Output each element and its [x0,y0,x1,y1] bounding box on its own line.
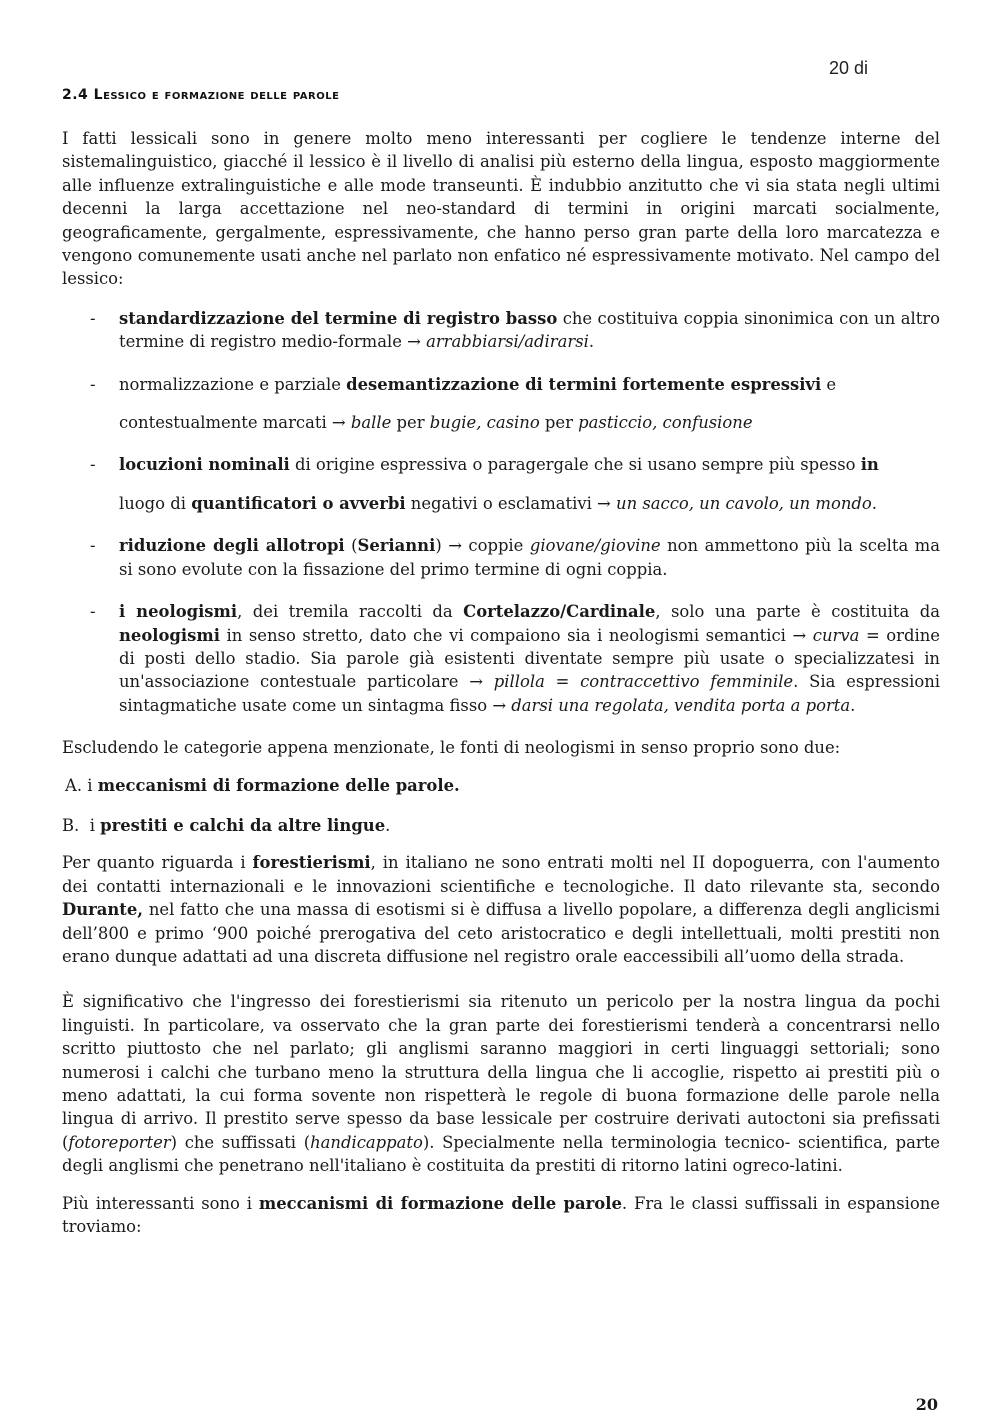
list-text: i [89,815,101,835]
list-text: negativi o esclamativi → [405,493,617,513]
list-item [62,453,940,515]
list-text: . [871,493,877,513]
list-dash: - [90,374,96,394]
list-item-line2 [119,492,940,515]
list-item [62,307,940,354]
italic-example: giovane/giovine [529,536,661,556]
list-text: . Sia espressioni sintagmatiche usate come un sintagma fisso → [119,672,940,715]
italic-example: curva [812,625,860,645]
list-text: . [850,695,856,715]
list-item [62,534,940,581]
list-text: per [391,413,430,433]
para-text: È significativo che l'ingresso dei forestierismi sia ritenuto un pericolo per la nostra lingua da pochi linguisti. In particolare, va osservato che la gran parte dei forestierismi tenderà a concentrarsi nello scritto piuttosto che nel parlato; gli anglismi saranno maggiori in certi linguaggi settoriali; sono numerosi i calchi che turbano meno la struttura della lingua che li accoglie, rispetto ai prestiti più o meno adattati, la cui forma sovente non rispetterà le regole di buona formazione delle parole nella lingua di arrivo. Il prestito serve spesso da base lessicale per costruire derivati autoctoni sia prefissati ( [62,992,940,1152]
bold-term: prestiti e calchi da altre lingue [100,815,386,835]
bold-term: locuzioni nominali [119,455,290,475]
document-body [62,127,940,1238]
significativo-paragraph [62,990,940,1177]
list-text: non ammettono più la scelta ma si sono evolute con la fissazione del primo termine di ogni coppia. [119,536,941,579]
italic-example: bugie, casino [429,413,540,433]
bold-term: quantificatori o avverbi [191,493,406,513]
bold-term: in [860,455,879,475]
section-title: 2.4 Lessico e formazione delle parole [62,87,340,103]
intro-paragraph: I fatti lessicali sono in genere molto meno interessanti per cogliere le tendenze interne del sistemalinguistico, giacché il lessico è il livello di analisi più esterno della lingua, esposto maggiormente alle influenze extralinguistiche e alle mode transeunti. È indubbio anzitutto che vi sia stata negli ultimi decenni la larga accettazione nel neo-standard di termini in origini marcati socialmente, geograficamente, gergalmente, espressivamente, che hanno perso gran parte della loro marcatezza e vengono comunemente usati anche nel parlato non enfatico né espressivamente motivato. Nel campo del lessico: [62,129,940,289]
para-text: . Fra le classi suffissali in espansione troviamo: [62,1193,940,1237]
bold-term: meccanismi di formazione delle parole [258,1193,622,1213]
para-text: ) che suffissati ( [170,1132,311,1152]
bold-term: Cortelazzo/Cardinale [463,602,656,622]
list-text: , solo una parte è costituita da [655,602,940,622]
italic-example: darsi una regolata, vendita porta a porta [511,695,851,715]
para-text: Per quanto riguarda i [62,853,253,873]
bold-term: Durante, [62,900,144,920]
list-text: di origine espressiva o paragergale che si usano sempre più spesso [289,455,861,475]
bold-term: forestierismi [252,853,371,873]
italic-example: handicappato [310,1132,423,1152]
list-text: per [539,413,579,433]
italic-example: pillola = contraccettivo femminile [493,672,794,692]
bold-term: meccanismi di formazione delle parole. [97,775,460,795]
italic-example: un sacco, un cavolo, un mondo [616,493,872,513]
para-text: nel fatto che una massa di esotismi si è diffusa a livello popolare, a differenza degli anglicismi dell’800 e primo ‘900 poiché prerogativa del ceto aristocratico e degli intellettuali, molti prestiti non erano dunque adattati ad una discreta diffusione nel registro orale eaccessibili all’uomo della strada. [62,900,940,966]
source-item-a [62,774,940,797]
list-text: luogo di [119,493,192,513]
list-text: = ordine di posti dello stadio. Sia parole già esistenti diventate sempre più usate o specializzatesi in un'associazione contestuale particolare → [119,625,940,692]
list-dash: - [90,602,96,622]
para-text: ). Specialmente nella terminologia tecnico- scientifica, parte degli anglismi che penetrano nell'italiano è costituita da prestiti di ritorno latini ogreco-latini. [62,1132,940,1176]
list-marker: A. [65,775,83,795]
list-text: , dei tremila raccolti da [237,602,464,622]
list-dash: - [90,308,96,328]
list-text: . [385,815,391,835]
para-text: Più interessanti sono i [62,1193,259,1213]
bold-term: neologismi [119,625,220,645]
lexicon-list [62,307,940,717]
list-item-line2 [119,411,940,434]
list-text: contestualmente marcati → [119,413,351,433]
list-text: ) → coppie [435,536,530,556]
bold-term: riduzione degli allotropi [119,536,345,556]
bold-term: desemantizzazione di termini fortemente espressivi [346,374,822,394]
list-item [62,600,940,717]
list-text: e [821,374,837,394]
italic-example: pasticcio, confusione [578,413,753,433]
list-marker: B. [62,815,80,835]
bold-term: i neologismi [119,602,238,622]
list-dash: - [90,455,96,475]
bold-term: standardizzazione del termine di registro basso [119,308,558,328]
italic-example: fotoreporter [68,1132,171,1152]
exclusion-paragraph: Escludendo le categorie appena menzionate, le fonti di neologismi in senso proprio sono due: [62,738,841,758]
list-text: in senso stretto, dato che vi compaiono sia i neologismi semantici → [219,625,813,645]
closing-paragraph [62,1192,940,1239]
page-reference: 20 di [829,58,869,78]
list-text: che costituiva coppia sinonimica con un altro termine di registro medio-formale → [119,308,940,352]
forestierismi-paragraph [62,851,940,968]
para-text: , in italiano ne sono entrati molti nel II dopoguerra, con l'aumento dei contatti internazionali e le innovazioni scientifiche e tecnologiche. Il dato rilevante sta, secondo [62,853,940,896]
list-text: . [588,332,595,352]
bold-term: Serianni [357,536,436,556]
source-item-b [62,814,940,837]
list-text: normalizzazione e parziale [119,374,347,394]
italic-example: balle [350,413,392,433]
list-dash: - [90,536,96,556]
list-item [62,373,940,435]
list-text: i [87,775,98,795]
italic-example: arrabbiarsi/adirarsi [426,332,589,352]
list-text: ( [344,536,358,556]
page-number: 20 [915,1395,938,1414]
